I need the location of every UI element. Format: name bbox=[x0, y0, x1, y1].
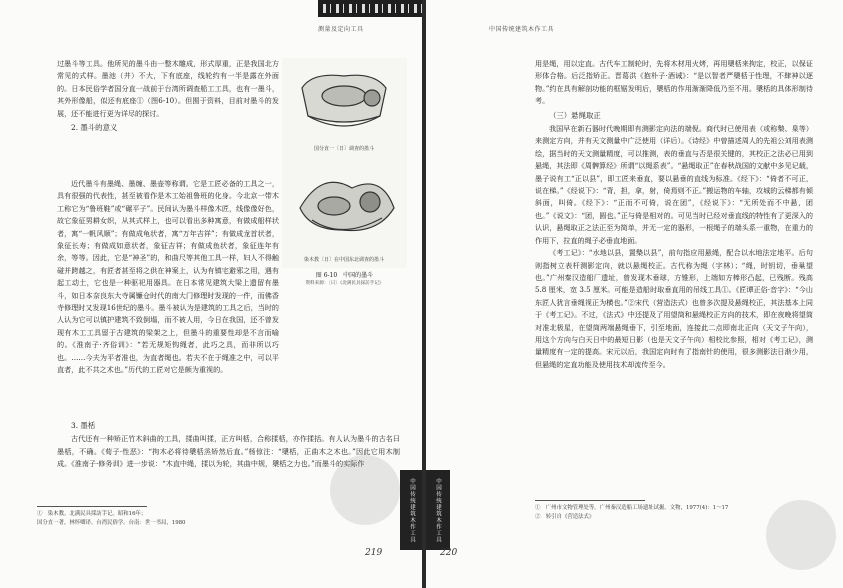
side-tab-right: 中国传统建筑木作工具 bbox=[426, 470, 450, 550]
watermark-stamp-left bbox=[330, 455, 400, 525]
left-top-text bbox=[57, 58, 279, 135]
footnote-left-2: 国分直一著，林怀卿译。台湾民俗学。台南：世一书局，1980 bbox=[37, 519, 186, 526]
paragraph-guagua: 古代还有一种矫正竹木斜曲的工具，揉曲叫揉，正方叫栝，合称揉栝，亦作揉括。有人认为墨斗的古名曰墨栝，不确。《荀子·性恶》：“拘木必将待檃栝烝矫然后直。”杨倞注：“檃栝，正曲木之木也。”因此它用木制成。《淮南子·修务训》进一步说：“木直中绳，揉以为轮，其曲中规，檃栝之力也。”而墨斗的实际作 bbox=[57, 434, 400, 469]
paragraph-right-1: 我国早在新石器时代晚期即有测影定向法的端倪。商代时已使用表（或称槷、臬等）来测定方向，并有天文测量中广泛使用（详后）。《诗经》中曾描述周人的先祖公刘用表测绘，据当时的天文测量精度，可以推测，表的垂直与否是很关键的，其校正之法必已用到悬绳，其法即《周髀算经》所谓“以绳系表”。“悬绳取正”在春秋战国的文献中多见记载，墨子说有工“正以县”，即工匠来垂直，要以悬垂的直线为标准。《经下》：“倚者不可正，说在梯。”《经说下》：“背，担，拿，射，倚焉则不正。”搬运物的车轴，攻城的云梯都有倾斜面，叫倚。《经下》：“正而不可倚，说在团”，《经说下》：“无所处而不中悬，团也。”《说文》：“团，圆也。”正与倚是相对的。可见当时已经对垂直线的特性有了更深入的认识，悬绳取正之法正至为简单，并无一定的器形，一根绳子的端头系一重物，在重力的作用下，拉直的绳子必垂直地面。 bbox=[535, 124, 813, 245]
side-tab-left: 中国传统建筑木作工具 bbox=[400, 470, 423, 550]
page-number-right: 220 bbox=[440, 548, 458, 558]
footnote-rule-right bbox=[535, 500, 645, 501]
sub-heading-guagua: 3. 墨栝 bbox=[71, 421, 96, 430]
paragraph-right-2: 《考工记》：“水地以县，置槷以县”，前句指应用悬绳，配合以水地法定地平。后句则指树立表杆测影定向，就以悬绳校正。古代称为绳（字林）；“绳，时钥切，垂巢望也。”广州秦汉造船厂遗址，曾发现木垂球，方锥形，上端如方棒形凸起，已残断。残高 5.8 厘米，宽 3.5 厘米。可能是造船时取垂直用的吊线工具①。《匠谭正俗·音字》：“今山东匠人犹言垂绳视正为横也。”②宋代（营造法式）也曾多次提及悬绳校正，其法基本上同于《考工记》。不过，《法式》中还提及了用望筒和悬绳校正方向的技术，即在夜晚将望筒对准北极星，在望筒两端悬绳垂下，引至地面，连接此二点即南北正向（天文子午向），用这个方向与白天日中的最短日影（也是天文子午向）相校比参照，相对《考工记》，测量精度有一定的提高。宋元以后，我国定向时有了指南针的使用，很多测影法日渐少用，但悬绳的定直功能及使用技术却流传至今。 bbox=[535, 248, 813, 369]
running-head-right: 中国传统建筑木作工具 bbox=[489, 26, 555, 33]
watermark-stamp bbox=[766, 500, 836, 570]
figure-source: 资料来源：〔日〕《北满民具採訪手记》 bbox=[305, 281, 384, 286]
paragraph-meaning: 近代墨斗有墨绳、墨缠、墨壶等称谓。它是工匠必备的工具之一，具有很强的代表性，甚至被看作是木工始祖鲁班的化身。今北京一带木工称它为“鲁班鞋”或“碾平子”。民间认为墨斗样像木匠，线像像好色，故它象征男耕女织，从其式样上，也可以看出多种寓意，有做成船样状者，寓“一帆风顺”；有做成龟状者，寓“万年吉祥”；有做成龙首状者，象征长寿；有做成如意状者，象征吉祥；有做成鱼状者，象征连年有余，等等。因此，它是“神圣”的，和曲尺等其他工具一样，妇人不得触碰并跨越之，有匠者甚至将之供在神案上，认为有镇宅避邪之用，遇有起工动土，它也是一种驱祀用器具。在日本常见建筑大梁上遗留有墨斗，如日本奈良东大寺属镰仓时代的南大门修理时发现的一件，而佛香寺修理时又发现16世纪的墨斗。墨斗被认为是建筑的工具之后，当时的人认为它可以镇护建筑不致倒塌，而不被人用，今日在我国，还不曾发现有木工工具留于古建筑的梁架之上，但墨斗的重要性却是不言而喻的。《淮南子·齐俗训》：“若无规矩钩绳者，此巧之具，而非所以巧也。……今夫为平者准也，为直者绳也。若夫不在于绳准之中，可以平直者，此不共之术也。”历代的工匠对它是颇为重视的。 bbox=[57, 179, 279, 375]
footnote-right-2: ② 转引自《营造法式》 bbox=[535, 513, 595, 520]
footnote-rule-left bbox=[37, 506, 147, 507]
right-body-text bbox=[535, 58, 813, 371]
left-body-text bbox=[57, 178, 400, 377]
running-head-left: 测量及定向工具 bbox=[318, 26, 364, 33]
footnote-left-1: ① 染木教。北满民具採訪手记。昭和16年； bbox=[37, 511, 147, 517]
footnotes-left bbox=[37, 510, 337, 527]
figure-caption: 图 6-10 中国的墨斗 bbox=[315, 272, 374, 279]
decorative-band-left bbox=[318, 0, 423, 17]
paragraph-intro: 过墨斗等工具。他所见的墨斗由一整木雕成，形式厚重，正是我国北方常见的式样。墨池（井）不大，下有底座，线轮约有一半是露在外面的。日本民俗学者国分直一战前于台湾所调查船工工具，也有一墨斗，其外形像船，似还有底座①（图6-10）。但囿于资料，目前对墨斗的发展，还不能进行更为详尽的探讨。 bbox=[57, 59, 279, 118]
figure-label-bottom: 染木教〔日〕在中国东北调查的墨斗 bbox=[303, 257, 385, 263]
figure-label-top: 国分直一〔日〕调查的墨斗 bbox=[313, 146, 375, 152]
footnote-right-1: ① 广州市文物管理处等。广州秦汉造船工场遗址试掘。文物，1977(4)：1～17 bbox=[535, 505, 729, 511]
sub-heading-meaning: 2. 墨斗的意义 bbox=[71, 123, 118, 133]
paragraph-right-intro: 用是绳，用以定直。古代车工制轮时，先将木材用火烤，再用檃栝来拘定，校正，以保证形体合格。后泛指矫正。晋葛洪《抱朴子·酒诫》：“是以智者严檃栝于性理，不肆神以逐物。”约在具有解剖功能的框锯发明后，檃栝的作用渐渐降低乃至不用。檃栝的具体形制待考。 bbox=[535, 59, 813, 106]
right-page bbox=[426, 0, 843, 588]
section-heading-plumb: （三）悬绳取正 bbox=[549, 110, 601, 120]
page-number-left: 219 bbox=[365, 548, 383, 558]
